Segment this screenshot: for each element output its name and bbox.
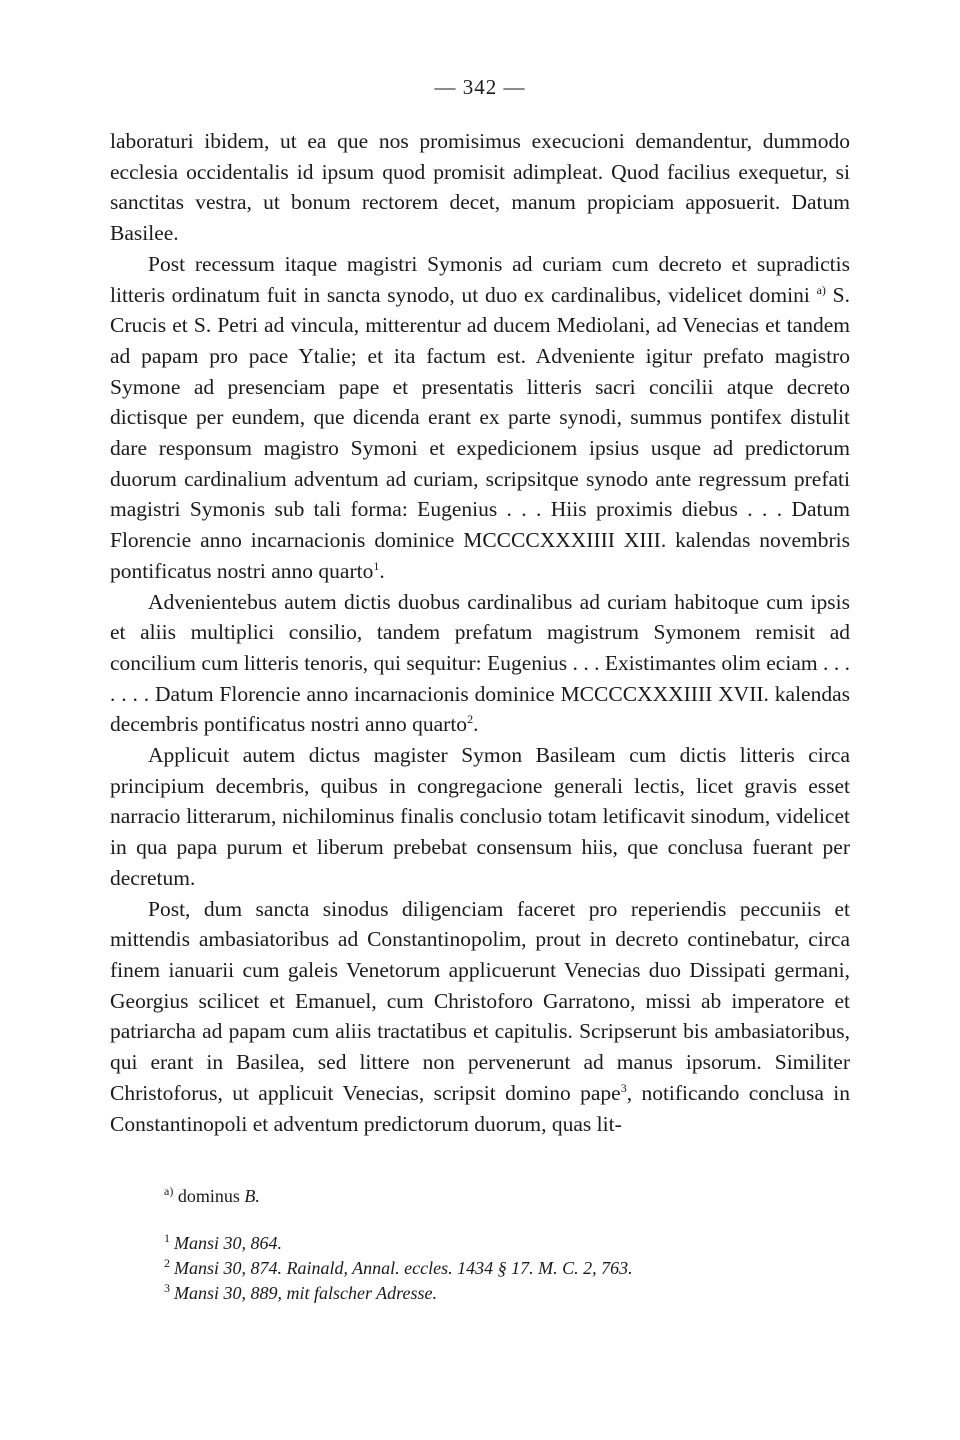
footnote-reference: 3: [620, 1080, 627, 1095]
footnote-text: Mansi 30, 889, mit falscher Adresse.: [174, 1283, 437, 1304]
footnote-reference: 2: [467, 712, 474, 727]
textual-note: [164, 1183, 850, 1209]
page-number-header: — 342 —: [434, 75, 526, 99]
main-text: [110, 126, 850, 1139]
footnote: [164, 1231, 850, 1256]
paragraph-text: .: [379, 558, 385, 583]
manuscript-siglum: B.: [244, 1186, 260, 1207]
footnote-number: 3: [164, 1281, 170, 1296]
footnotes: [110, 1231, 850, 1306]
footnote-text: Mansi 30, 864.: [174, 1233, 282, 1254]
paragraph-text: Advenientebus autem dictis duobus cardinalibus ad curiam habitoque cum ipsis et aliis multiplici consilio, tandem prefatum magistrum Symonem remisit ad concilium cum litteris tenoris, qui sequitur: Eugenius . . . Existimantes olim eciam . . . . . . . Datum Florencie anno incarnacionis dominice MCCCCXXXIIII XVII. kalendas decembris pontificatus nostri anno quarto: [110, 589, 850, 737]
paragraph-text: , notificando conclusa in Constantinopoli et adventum predictorum duorum, quas lit-: [110, 1080, 851, 1136]
textual-apparatus: [110, 1183, 850, 1209]
paragraph-text: Applicuit autem dictus magister Symon Basileam cum dictis litteris circa principium decembris, quibus in congregacione generali lectis, licet gravis esset narracio litterarum, nichilominus finalis conclusio totam letificavit sinodum, videlicet in qua papa purum et liberum prebebat consensum hiis, que conclusa fuerant per decretum.: [110, 743, 850, 890]
footnote-reference: 1: [373, 558, 380, 573]
footnote-number: 1: [164, 1231, 170, 1246]
footnote: [164, 1256, 850, 1281]
paragraph-text: S. Crucis et S. Petri ad vincula, mitterentur ad ducem Mediolani, ad Venecias et tandem ad papam pro pace Ytalie; et ita factum est. Adveniente igitur prefato magistro Symone ad presenciam pape et presentatis litteris sacri concilii atque decreto dictisque per eundem, que dicenda erant ex parte synodi, summus pontifex distulit dare responsum magistro Symoni et expedicionem ipsius usque ad predictorum duorum cardinalium adventum ad curiam, scripsitque synodo ante regressum prefati magistri Symonis sub tali forma: Eugenius . . . Hiis proximis diebus . . . Datum Florencie anno incarnacionis dominice MCCCCXXXIIII XIII. kalendas novembris pontificatus nostri anno quarto: [110, 282, 850, 583]
paragraph: [110, 249, 850, 587]
paragraph-text: Post recessum itaque magistri Symonis ad curiam cum decreto et supradictis litteris ordinatum fuit in sancta synodo, ut duo ex cardinalibus, videlicet domini: [110, 251, 850, 307]
paragraph: [110, 894, 850, 1140]
textual-note-text: dominus: [177, 1186, 245, 1207]
footnote-number: 2: [164, 1256, 170, 1271]
textual-note-label: a): [164, 1184, 174, 1199]
book-page: [110, 72, 850, 1306]
paragraph: [110, 740, 850, 894]
footnote: [164, 1281, 850, 1306]
paragraph-text: Post, dum sancta sinodus diligenciam faceret pro reperiendis peccuniis et mittendis ambasiatoribus ad Constantinopolim, prout in decreto continebatur, circa finem ianuarii cum galeis Venetorum applicuerunt Venecias duo Dissipati germani, Georgius scilicet et Emanuel, cum Christoforo Garratono, missi ab imperatore et patriarcha ad papam cum aliis tractatibus et capitulis. Scripserunt bis ambasiatoribus, qui erant in Basilea, sed littere non pervenerunt ad manus ipsorum. Similiter Christoforus, ut applicuit Venecias, scripsit domino pape: [110, 896, 850, 1105]
paragraph: [110, 126, 850, 249]
paragraph-text: laboraturi ibidem, ut ea que nos promisimus execucioni demandentur, dummodo ecclesia occidentalis id ipsum quod promisit adimpleat. Quod facilius exequetur, si sanctitas vestra, ut bonum rectorem decet, manum propiciam apposuerit. Datum Basilee.: [110, 129, 850, 246]
paragraph: [110, 587, 850, 741]
paragraph-text: .: [473, 712, 479, 737]
footnote-text: Mansi 30, 874. Rainald, Annal. eccles. 1434 § 17. M. C. 2, 763.: [174, 1258, 633, 1279]
footnote-reference: a): [816, 282, 826, 297]
